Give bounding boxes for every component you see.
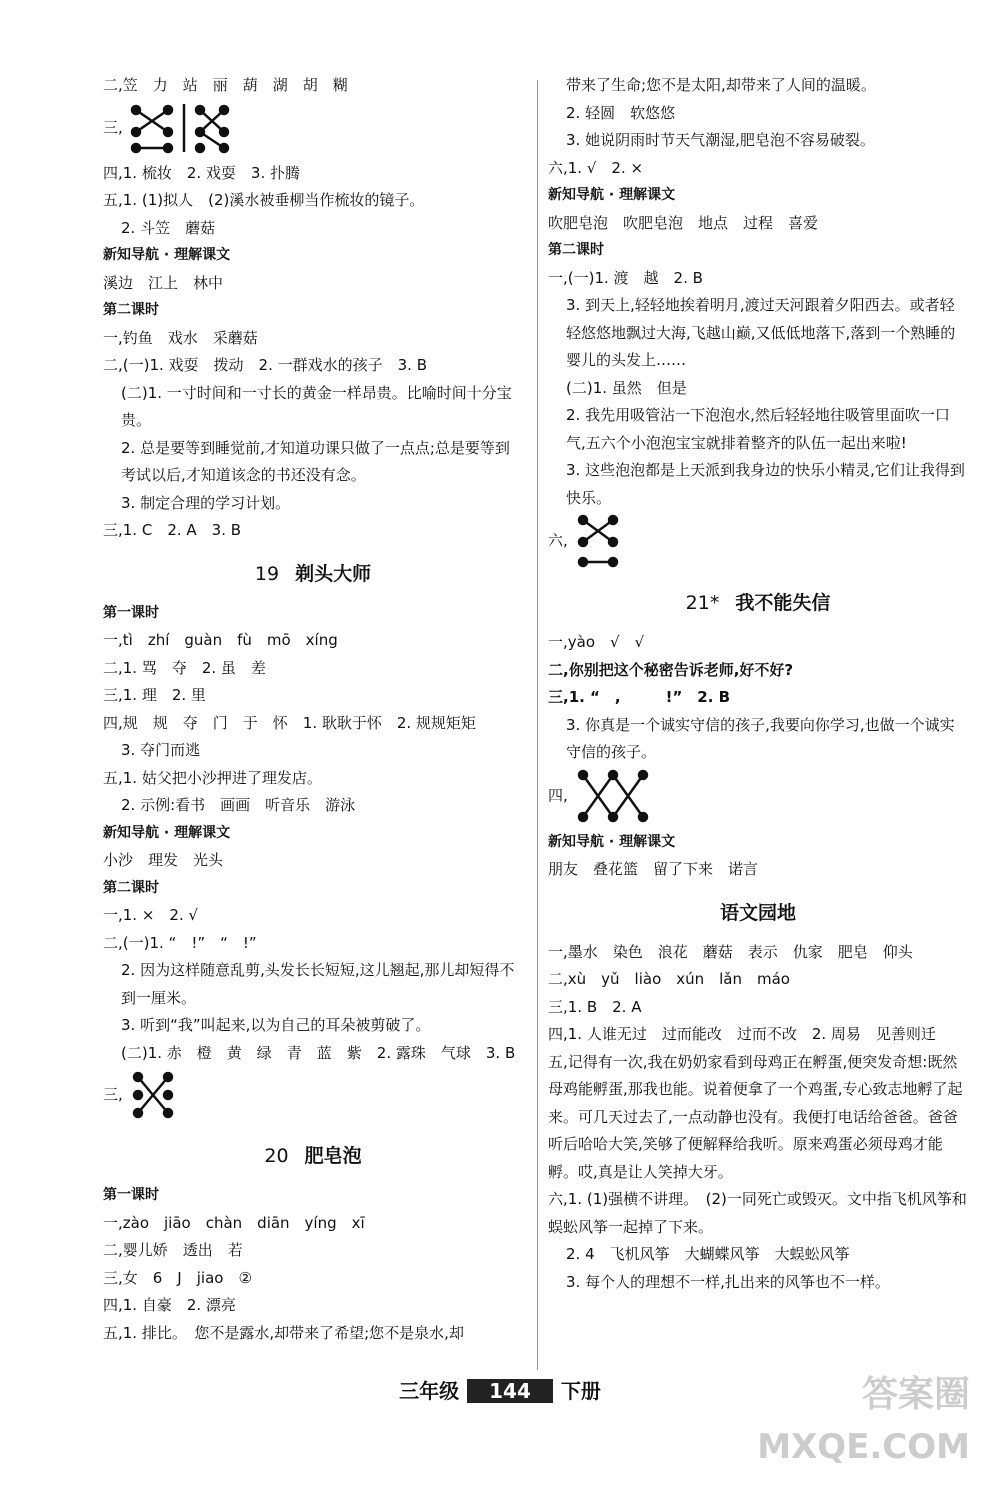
answer-line: 一,yào √ √ xyxy=(548,633,645,651)
answer-line: 三,1. “ , !” 2. B xyxy=(548,688,731,706)
answer-line: 一,tì zhí guàn fù mō xíng xyxy=(103,631,338,649)
volume-label: 下册 xyxy=(560,1379,601,1403)
section-heading: 第一课时 xyxy=(103,604,159,621)
section-title: 语文园地 xyxy=(719,901,796,924)
column-divider xyxy=(537,80,538,1370)
lesson-title xyxy=(103,1141,523,1168)
answer-line: 三,1. B 2. A xyxy=(548,997,642,1016)
answer-label: 三, xyxy=(103,1085,123,1104)
left-column xyxy=(103,72,523,1347)
answer-line: 3. 夺门而逃 xyxy=(121,741,201,759)
lesson-name: 剃头大师 xyxy=(295,562,372,585)
matching-lines-icon xyxy=(128,1067,188,1123)
answer-line: 2. 示例:看书 画画 听音乐 游泳 xyxy=(121,796,356,814)
answer-line: 三,1. C 2. A 3. B xyxy=(103,521,242,539)
answer-line: (二)1. 一寸时间和一寸长的黄金一样昂贵。比喻时间十分宝贵。 xyxy=(121,383,512,429)
answer-line: 四,1. 人谁无过 过而能改 过而不改 2. 周易 见善则迁 xyxy=(548,1025,936,1043)
page-number: 144 xyxy=(467,1379,553,1403)
lesson-title xyxy=(548,588,968,615)
answer-line: 二,xù yǔ liào xún lǎn máo xyxy=(548,970,790,988)
answer-line: 2. 4 飞机风筝 大蝴蝶风筝 大蜈蚣风筝 xyxy=(566,1245,850,1263)
watermark-url: MXQE.COM xyxy=(757,1427,970,1467)
answer-line: 二,笠 力 站 丽 葫 湖 胡 糊 xyxy=(103,76,348,94)
section-heading: 新知导航 · 理解课文 xyxy=(548,187,676,203)
answer-line: 三,女 6 J jiao ② xyxy=(103,1268,252,1287)
answer-line: 3. 你真是一个诚实守信的孩子,我要向你学习,也做一个诚实守信的孩子。 xyxy=(566,715,955,761)
answer-line: 溪边 江上 林中 xyxy=(103,273,224,292)
answer-line: 一,墨水 染色 浪花 蘑菇 表示 仇家 肥皂 仰头 xyxy=(548,942,913,961)
answer-line: 2. 轻圆 软悠悠 xyxy=(566,103,676,122)
answer-line: 3. 到天上,轻轻地挨着明月,渡过天河跟着夕阳西去。或者轻轻悠悠地飘过大海,飞越山巅,又低低地落下,落到一个熟睡的婴儿的头发上…… xyxy=(566,296,956,369)
answer-line: 吹肥皂泡 吹肥皂泡 地点 过程 喜爱 xyxy=(548,213,819,232)
right-column xyxy=(548,72,968,1296)
lesson-number: 19 xyxy=(254,562,280,585)
answer-label: 四, xyxy=(548,786,568,804)
answer-line: 四,1. 梳妆 2. 戏耍 3. 扑腾 xyxy=(103,163,301,182)
answer-line: 小沙 理发 光头 xyxy=(103,851,224,869)
page-footer xyxy=(0,1375,1000,1404)
matching-diagram-line xyxy=(548,512,968,574)
answer-line: 六,1. (1)强横不讲理。 (2)一同死亡或毁灭。文中指飞机风筝和蜈蚣风筝一起掉了下来。 xyxy=(548,1190,967,1236)
lesson-number: 20 xyxy=(264,1145,289,1167)
answer-line: 2. 总是要等到睡觉前,才知道功课只做了一点点;总是要等到考试以后,才知道该念的书还没有念。 xyxy=(121,438,510,484)
section-heading: 第二课时 xyxy=(548,242,604,258)
matching-lines-icon xyxy=(573,767,663,825)
lesson-title xyxy=(103,559,523,586)
matching-diagram-line xyxy=(103,100,523,160)
answer-line: 四,1. 自豪 2. 漂亮 xyxy=(103,1296,236,1314)
answer-line: 3. 听到“我”叫起来,以为自己的耳朵被剪破了。 xyxy=(121,1016,431,1034)
answer-line: (二)1. 赤 橙 黄 绿 青 蓝 紫 2. 露珠 气球 3. B xyxy=(121,1043,516,1062)
answer-label: 三, xyxy=(103,118,123,136)
answer-line: 2. 因为这样随意乱剪,头发长长短短,这儿翘起,那儿却短得不到一厘米。 xyxy=(121,961,515,1007)
answer-line: 四,规 规 夺 门 于 怀 1. 耿耿于怀 2. 规规矩矩 xyxy=(103,713,476,732)
section-heading: 新知导航 · 理解课文 xyxy=(548,833,676,850)
answer-line: 五,1. 姑父把小沙押进了理发店。 xyxy=(103,768,322,787)
lesson-name: 肥皂泡 xyxy=(304,1145,362,1167)
answer-line: 2. 我先用吸管沾一下泡泡水,然后轻轻地往吸管里面吹一口气,五六个小泡泡宝宝就排着整齐的队伍一起出来啦! xyxy=(566,406,950,452)
lesson-name: 我不能失信 xyxy=(735,592,831,614)
answer-line: 朋友 叠花篮 留了下来 诺言 xyxy=(548,860,759,878)
answer-line: 一,1. × 2. √ xyxy=(103,906,199,924)
answer-line: 二,(一)1. “ !” “ !” xyxy=(103,933,257,952)
answer-line: 二,婴儿娇 透出 若 xyxy=(103,1241,243,1259)
answer-line: 2. 斗笠 蘑菇 xyxy=(121,218,216,237)
matching-diagram-line xyxy=(548,767,968,829)
matching-lines-icon xyxy=(573,512,633,570)
answer-line: 五,1. 排比。 您不是露水,却带来了希望;您不是泉水,却 xyxy=(103,1323,464,1342)
section-heading: 第一课时 xyxy=(103,1187,159,1203)
answer-line: 3. 每个人的理想不一样,扎出来的风筝也不一样。 xyxy=(566,1272,890,1291)
answer-line: 二,1. 骂 夺 2. 虽 差 xyxy=(103,658,266,677)
answer-line: (二)1. 虽然 但是 xyxy=(566,378,687,397)
lesson-number: 21* xyxy=(685,592,720,614)
answer-line: 带来了生命;您不是太阳,却带来了人间的温暖。 xyxy=(566,76,876,94)
answer-line: 二,(一)1. 戏耍 拨动 2. 一群戏水的孩子 3. B xyxy=(103,356,428,374)
section-heading: 新知导航 · 理解课文 xyxy=(103,824,231,841)
section-heading: 第二课时 xyxy=(103,879,159,896)
answer-line: 三,1. 理 2. 里 xyxy=(103,686,206,704)
section-heading: 新知导航 · 理解课文 xyxy=(103,247,231,263)
matching-diagram-line xyxy=(103,1067,523,1127)
section-heading: 第二课时 xyxy=(103,302,159,318)
answer-line: 一,钓鱼 戏水 采蘑菇 xyxy=(103,328,258,347)
answer-line: 3. 这些泡泡都是上天派到我身边的快乐小精灵,它们让我得到快乐。 xyxy=(566,461,965,507)
watermark-logo: 答案圈 xyxy=(861,1374,970,1415)
answer-label: 六, xyxy=(548,531,568,550)
answer-line: 五,记得有一次,我在奶奶家看到母鸡正在孵蛋,便突发奇想:既然母鸡能孵蛋,那我也能。说着便拿了一个鸡蛋,专心致志地孵了起来。可几天过去了,一点动静也没有。我便打电话给爸爸。爸爸听后哈哈大笑,笑够了便解释给我听。原来鸡蛋必须母鸡才能孵。哎,真是让人笑掉大牙。 xyxy=(548,1052,963,1181)
answer-line: 六,1. √ 2. × xyxy=(548,158,644,177)
matching-lines-icon xyxy=(128,100,248,156)
answer-line: 3. 她说阴雨时节天气潮湿,肥皂泡不容易破裂。 xyxy=(566,131,875,149)
answer-line: 一,(一)1. 渡 越 2. B xyxy=(548,268,703,287)
answer-line: 二,你别把这个秘密告诉老师,好不好? xyxy=(548,660,794,679)
grade-label: 三年级 xyxy=(399,1379,460,1403)
answer-line: 3. 制定合理的学习计划。 xyxy=(121,493,291,512)
answer-line: 一,zào jiāo chàn diān yíng xī xyxy=(103,1213,365,1232)
answer-line: 五,1. (1)拟人 (2)溪水被垂柳当作梳妆的镜子。 xyxy=(103,191,425,209)
